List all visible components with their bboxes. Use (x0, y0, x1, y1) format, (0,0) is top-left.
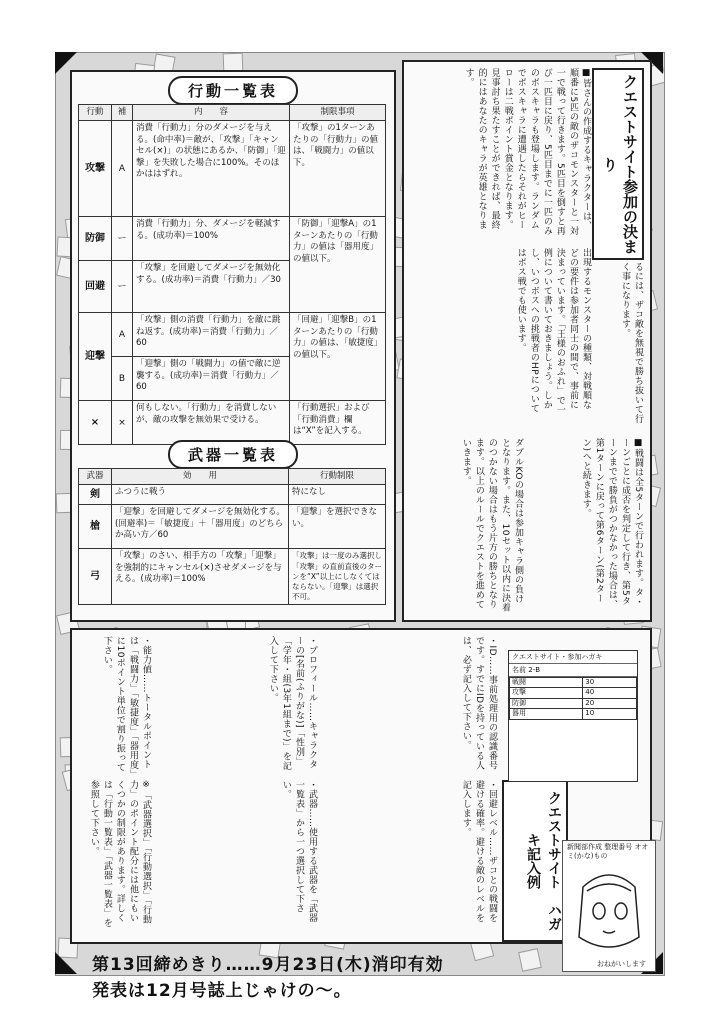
corner-ornament (55, 952, 77, 974)
rules-text: 出現するモンスターの種類、対戦順などの要件は参加者同士の間で、事前に決まっています。「王様のおふれ」で一例について書いておきましょう。しかし、いつボスへの挑戦者のHPについてはボス戦でも使います。 (515, 248, 591, 415)
action-table (78, 104, 386, 445)
action-cell: 回避 (79, 261, 112, 313)
entry-text: ・能力値……トータルポイントは「戦闘力」「敏捷度」「器用度」に10ポイント単位で割り振って下さい。 (101, 636, 151, 775)
limit-cell: 「迎撃」を選択できない。 (289, 505, 386, 549)
weapon-cell: 弓 (79, 549, 112, 605)
tables-panel (70, 70, 396, 622)
limit-header: 制限事項 (290, 105, 386, 121)
limit-cell: 「攻撃」の1ターンあたりの「行動力」の値は、「戦闘力」の値以下。 (290, 121, 386, 217)
rules-panel (402, 60, 652, 622)
action-table-title: 行動一覧表 (168, 76, 298, 105)
entry-text: ・武器……使用する武器を「武器一覧表」から一つ選択して下さい。 (280, 780, 317, 923)
card-stat-label: 戦闘 (510, 678, 583, 688)
limit-header: 行動制限 (289, 469, 386, 485)
action-cell: × (79, 401, 112, 445)
card-class: 2-B (528, 666, 541, 674)
card-stat-value: 10 (583, 709, 637, 719)
sub-cell: A (112, 313, 133, 357)
signature: おねがいします (597, 960, 646, 968)
limit-cell: 「回避」「迎撃B」の1ターンあたりの「行動力」の値は、「敏捷度」の値以下。 (290, 313, 386, 401)
entry-text: ・回避レベル……ザコとの戦闘を避ける確率。避ける敵のレベルを記入します。 (460, 780, 497, 923)
content-cell: 消費「行動力」分、ダメージを軽減する。(成功率)＝100% (133, 217, 290, 261)
sub-header: 補 (112, 105, 133, 121)
speech-bubble: 新聞部作成 整理番号 オオミ(かな)もの (567, 843, 649, 861)
rules-text: ダブルKOの場合は参加キャラ側の負けとなります。また、10セット以内に決着のつかない場合はもう片方の勝ちとなります。以上のルールでクエストを進めていきます。 (460, 438, 523, 612)
content-cell: 「迎撃」側の「戦闘力」の値で敵に逆襲する。(成功率)＝消費「行動力」／60 (133, 357, 290, 401)
card-stat-value: 40 (583, 688, 637, 698)
announcement-notice: 発表は12月号誌上じゃけの〜。 (92, 981, 352, 1001)
card-stat-label: 攻撃 (510, 688, 583, 698)
entry-heading: クエストサイト ハガキ記入例 (502, 780, 568, 942)
weapon-table (78, 468, 386, 605)
weapon-table-title: 武器一覧表 (168, 440, 298, 469)
content-header: 内 容 (133, 105, 290, 121)
content-cell: 消費「行動力」分のダメージを与える。(命中率)＝敵が、「攻撃」「キャンセル(×)」の状態にあるか、「防御」「迎撃」を失敗した場合に100%。そのほかははずれ。 (133, 121, 290, 217)
weapon-cell: 剣 (79, 485, 112, 505)
content-cell: 「攻撃」を回避してダメージを無効化する。(成功率)＝消費「行動力」／30 (133, 261, 290, 313)
effect-cell: ふつうに戦う (112, 485, 289, 505)
effect-header: 効 用 (112, 469, 289, 485)
card-stat-label: 防御 (510, 698, 583, 708)
limit-cell: 「防御」「迎撃A」の1ターンあたりの「行動力」の値は「器用度」の値以下。 (290, 217, 386, 313)
rules-text: ■皆さんの作成するキャラクターは、順番に5匹の敵のザコモンスターと一対一で戦って行きます。5匹目を倒すと再び一匹目に戻り、5匹目までに一匹のみのボスキャラも登場します。ランダムでボスキャラに遭遇したらそれがヒーローは二戦ポイント賞金となります。見事討ち果たすことができれば、最終的にはあなたのキャラが英雄となります。 (463, 68, 591, 236)
card-stat-value: 20 (583, 698, 637, 708)
rules-heading: クエストサイト参加の決まり (592, 68, 644, 260)
sub-cell: B (112, 357, 133, 401)
rules-text: ■戦闘は全5ターンで行われます。タ・ーンごとに成否を判定して行き、第5ターンまでで勝負がつかなかった場合は、第1ターンに戻って第6ターン(第2ターン)へと続きます。 (580, 438, 643, 609)
sub-cell: ー (112, 217, 133, 261)
effect-cell: 「迎撃」を回避してダメージを無効化する。(回避率)＝「敏捷度」＋「器用度」のどちらか高い方／60 (112, 505, 289, 549)
action-header: 行動 (79, 105, 112, 121)
sub-cell: ー (112, 261, 133, 313)
card-stat-label: 器用 (510, 709, 583, 719)
girl-face-icon (563, 867, 655, 957)
rules-text: るには、ザコ敵を無視で勝ち抜いて行く事になります。 (619, 262, 643, 424)
sub-cell: × (112, 401, 133, 445)
action-cell: 防御 (79, 217, 112, 261)
card-stat-value: 30 (583, 678, 637, 688)
action-cell: 攻撃 (79, 121, 112, 217)
entry-text: ※「武器選択」「行動選択」「行動力」のポイント配分には他にもいくつかの制限があります。詳しくは「行動一覧表」「武器一覧表」を参照して下さい。 (88, 780, 151, 928)
weapon-cell: 槍 (79, 505, 112, 549)
action-cell: 迎撃 (79, 313, 112, 401)
content-cell: 「攻撃」側の消費「行動力」を敵に跳ね返す。(成功率)＝消費「行動力」／60 (133, 313, 290, 357)
card-title: クエストサイト・参加ハガキ (509, 651, 637, 664)
limit-cell: 「行動選択」および「行動消費」欄は“X”を記入する。 (290, 401, 386, 445)
effect-cell: 「攻撃」のさい、相手方の「攻撃」「迎撃」を強制的にキャンセル(×)させダメージを与える。(成功率)＝100% (112, 549, 289, 605)
card-name-label: 名前 (512, 666, 526, 674)
mosaic-tile (518, 948, 542, 972)
entry-text: ・プロフィール……キャラクターの[名前(ふりがな)]「性別」「学年・組(3年1組まで)」を記入して下さい。 (267, 636, 317, 771)
character-illustration (562, 840, 656, 972)
deadline-notice: 第13回締めきり……9月23日(木)消印有効 (92, 955, 444, 975)
card-stats-table (509, 677, 637, 720)
entry-text: ・ID……事前処理用の認識番号です。すでにIDを持っている人は、必ず記入して下さい。 (460, 636, 497, 771)
example-postcard (508, 650, 638, 782)
content-cell: 何もしない。「行動力」を消費しないが、敵の攻撃を無効果で受ける。 (133, 401, 290, 445)
limit-cell: 「攻撃」は一度のみ選択し「攻撃」の直前直後のターンを“X”以上にしなくてはならない。「迎撃」は選択不可。 (289, 549, 386, 605)
weapon-header: 武器 (79, 469, 112, 485)
limit-cell: 特になし (289, 485, 386, 505)
sub-cell: A (112, 121, 133, 217)
